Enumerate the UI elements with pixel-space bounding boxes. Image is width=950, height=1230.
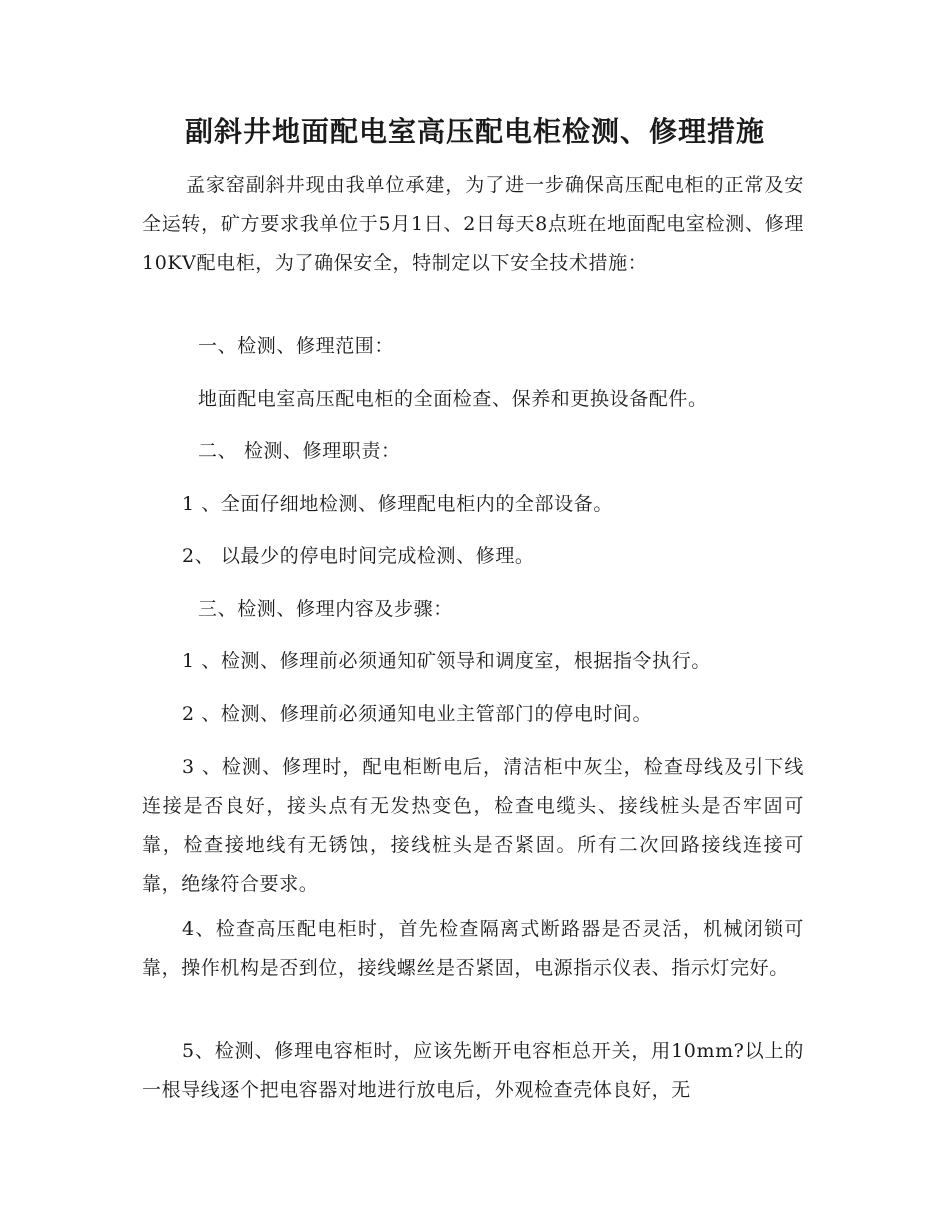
document-title: 副斜井地面配电室高压配电柜检测、修理措施 [184,115,765,148]
list-item-duty-1: 1 、全面仔细地检测、修理配电柜内的全部设备。 [182,493,613,515]
paragraph-scope: 地面配电室高压配电柜的全面检查、保养和更换设备配件。 [198,388,708,410]
list-item-duty-2: 2、 以最少的停电时间完成检测、修理。 [182,545,535,567]
list-item-step-5: 5、检测、修理电容柜时，应该先断开电容柜总开关，用10mm?以上的一根导线逐个把电容器对地进行放电后，外观检查壳体良好，无 [142,1040,804,1101]
list-item-step-1: 1 、检测、修理前必须通知矿领导和调度室，根据指令执行。 [182,650,711,672]
section-heading-scope: 一、检测、修理范围： [198,335,395,357]
section-heading-duties: 二、 检测、修理职责： [198,440,401,462]
section-heading-content: 三、检测、修理内容及步骤： [198,598,453,620]
list-item-step-2: 2 、检测、修理前必须通知电业主管部门的停电时间。 [182,703,653,725]
list-item-step-3: 3 、检测、修理时，配电柜断电后，清洁柜中灰尘，检查母线及引下线连接是否良好，接头点有无发热变色，检查电缆头、接线桩头是否牢固可靠，检查接地线有无锈蚀，接线桩头是否紧固。所有二次回路接线连接可靠，绝缘符合要求。 [142,756,804,895]
list-item-step-4: 4、检查高压配电柜时，首先检查隔离式断路器是否灵活，机械闭锁可靠，操作机构是否到位，接线螺丝是否紧固，电源指示仪表、指示灯完好。 [142,918,804,979]
paragraph-intro: 孟家窑副斜井现由我单位承建，为了进一步确保高压配电柜的正常及安全运转，矿方要求我单位于5月1日、2日每天8点班在地面配电室检测、修理10KV配电柜，为了确保安全，特制定以下安全技术措施： [142,174,804,274]
